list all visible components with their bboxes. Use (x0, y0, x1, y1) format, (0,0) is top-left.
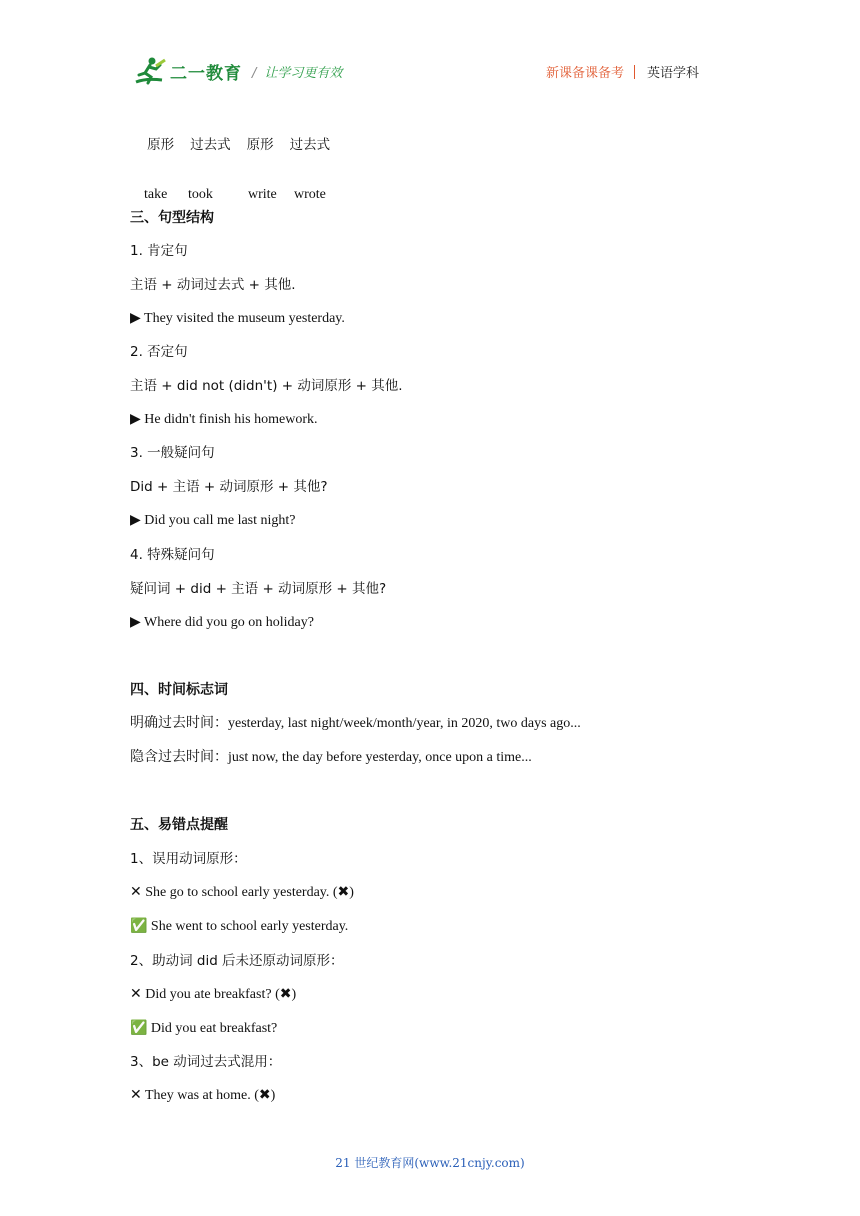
formula-text: 疑问词 + did + 主语 + 动词原形 + 其他? (130, 581, 387, 597)
table-header-cell: 过去式 (289, 137, 331, 153)
table-cell: wrote (294, 187, 326, 202)
example-sentence: ▶ They visited the museum yesterday. (130, 311, 345, 326)
right-example: ✅ She went to school early yesterday. (130, 919, 349, 934)
table-cell: took (188, 187, 213, 202)
table-cell: write (248, 187, 277, 202)
example-sentence: ▶ He didn't finish his homework. (130, 412, 318, 427)
runner-logo-icon (132, 56, 168, 86)
section-heading: 三、句型结构 (130, 210, 214, 226)
subsection-title: 2. 否定句 (130, 344, 188, 360)
table-cell: take (144, 187, 168, 202)
table-header-cell: 原形 (147, 137, 175, 153)
slogan-text: 让学习更有效 (264, 66, 343, 81)
header-subject: 英语学科 (647, 66, 700, 81)
subsection-title: 1. 肯定句 (130, 243, 188, 259)
wrong-example: ✕ They was at home. (✖) (130, 1088, 276, 1103)
example-sentence: ▶ Where did you go on holiday? (130, 615, 314, 630)
formula-text: Did + 主语 + 动词原形 + 其他? (130, 479, 328, 495)
slogan: / 让学习更有效 (252, 66, 343, 81)
formula-text: 主语 + 动词过去式 + 其他. (130, 277, 296, 293)
subsection-title: 3. 一般疑问句 (130, 445, 215, 461)
section-heading: 五、易错点提醒 (130, 817, 228, 833)
logo-text: 二一教育 (170, 63, 242, 84)
subsection-title: 2、助动词 did 后未还原动词原形： (130, 953, 344, 969)
header-divider (634, 65, 635, 79)
example-sentence: ▶ Did you call me last night? (130, 513, 296, 528)
subsection-title: 4. 特殊疑问句 (130, 547, 215, 563)
table-header-cell: 原形 (246, 137, 274, 153)
table-header-cell: 过去式 (190, 137, 231, 153)
page-header (0, 0, 860, 100)
wrong-example: ✕ She go to school early yesterday. (✖) (130, 885, 354, 900)
subsection-title: 3、be 动词过去式混用： (130, 1054, 282, 1070)
header-right (546, 62, 699, 81)
header-tagline: 新课备课备考 (546, 66, 625, 81)
page-footer: 21 世纪教育网(www.21cnjy.com) (335, 1156, 525, 1170)
time-marker-explicit: 明确过去时间：yesterday, last night/week/month/year, in 2020, two days ago... (130, 716, 581, 731)
subsection-title: 1、误用动词原形： (130, 851, 247, 867)
right-example: ✅ Did you eat breakfast? (130, 1021, 278, 1036)
brand-logo (132, 56, 242, 86)
section-heading: 四、时间标志词 (130, 682, 228, 698)
formula-text: 主语 + did not (didn't) + 动词原形 + 其他. (130, 378, 403, 394)
verb-table-header (130, 118, 330, 172)
time-marker-implicit: 隐含过去时间：just now, the day before yesterday, once upon a time... (130, 750, 532, 765)
wrong-example: ✕ Did you ate breakfast? (✖) (130, 987, 297, 1002)
